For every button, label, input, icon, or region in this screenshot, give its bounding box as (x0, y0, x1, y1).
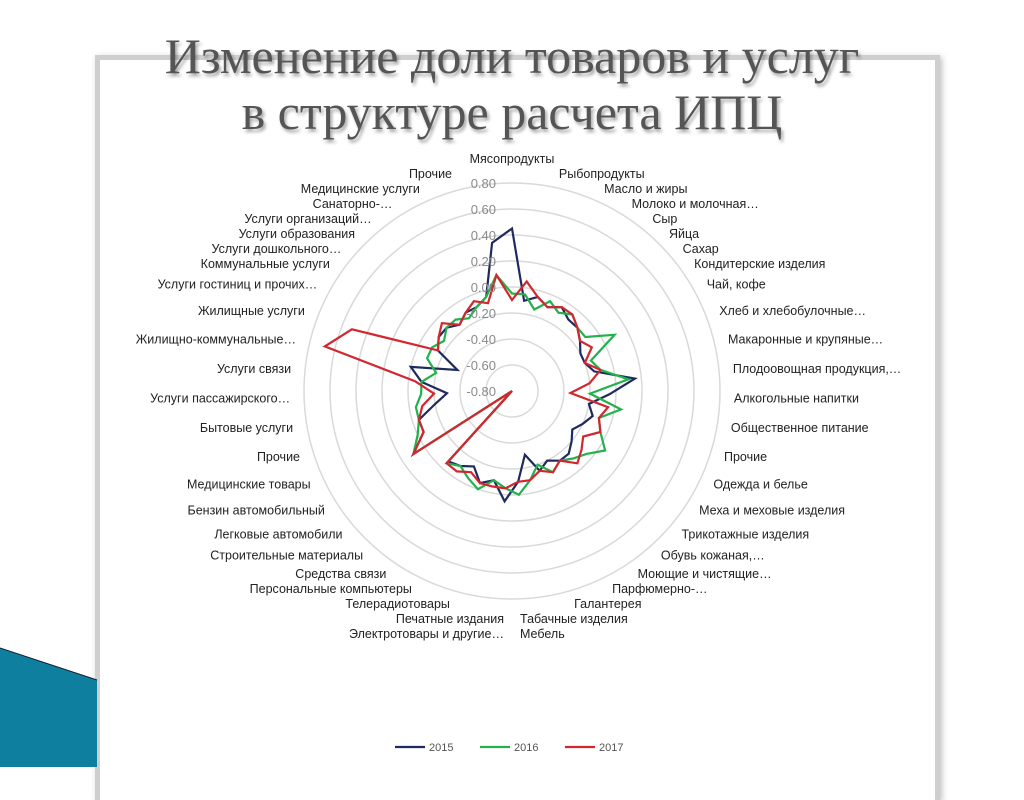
title-line-1: Изменение доли товаров и услуг (164, 28, 860, 84)
category-label: Сахар (682, 242, 719, 256)
title-line-2: в структуре расчета ИПЦ (241, 84, 783, 140)
category-label: Плодоовощная продукция,… (732, 361, 902, 376)
category-label: Услуги связи (216, 361, 292, 376)
category-label: Трикотажные изделия (681, 527, 810, 542)
category-label: Мебель (520, 627, 565, 642)
category-label: Печатные издания (395, 612, 504, 627)
category-label: Средства связи (295, 567, 387, 581)
category-label: Яйца (669, 227, 700, 241)
axis-tick-label: -0.60 (466, 358, 496, 373)
category-label: Одежда и белье (713, 477, 808, 492)
category-label: Рыбопродукты (558, 167, 645, 181)
series-line-2016 (413, 275, 628, 495)
axis-tick-label: -0.80 (466, 384, 496, 399)
series-line-2015 (411, 229, 635, 502)
axis-tick-label: 0.40 (470, 228, 496, 243)
legend-label: 2016 (514, 742, 539, 754)
category-label: Парфюмерно-… (612, 582, 708, 597)
axis-tick-label: -0.20 (466, 306, 496, 321)
category-label: Жилищно-коммунальные… (135, 332, 296, 347)
category-label: Моющие и чистящие… (637, 567, 772, 581)
category-label: Прочие (256, 449, 300, 464)
category-label: Услуги организаций… (244, 212, 372, 226)
category-label: Электротовары и другие… (349, 627, 504, 642)
category-label: Санаторно-… (312, 197, 393, 211)
category-label: Бытовые услуги (199, 420, 294, 435)
category-label: Услуги пассажирского… (150, 391, 291, 406)
category-label: Услуги образования (238, 227, 355, 241)
category-label: Макаронные и крупяные… (728, 332, 884, 347)
legend-label: 2017 (599, 742, 624, 754)
category-label: Меха и меховые изделия (699, 503, 846, 518)
category-label: Коммунальные услуги (200, 257, 330, 271)
category-label: Бензин автомобильный (187, 503, 325, 518)
category-label: Кондитерские изделия (694, 257, 826, 271)
category-label: Персональные компьютеры (249, 582, 412, 597)
axis-tick-label: 0.20 (470, 254, 496, 269)
category-label: Жилищные услуги (197, 304, 305, 319)
category-label: Медицинские товары (186, 477, 311, 492)
category-label: Прочие (408, 167, 452, 181)
category-label: Табачные изделия (520, 612, 628, 627)
legend-label: 2015 (429, 742, 454, 754)
category-label: Алкогольные напитки (733, 391, 859, 406)
category-label: Услуги дошкольного… (211, 242, 342, 256)
axis-tick-label: 0.60 (470, 202, 496, 217)
category-label: Галантерея (574, 597, 642, 612)
category-label: Легковые автомобили (214, 527, 343, 542)
category-label: Мясопродукты (469, 152, 555, 166)
category-label: Телерадиотовары (345, 597, 450, 612)
category-label: Услуги гостиниц и прочих… (157, 277, 318, 292)
axis-tick-label: -0.40 (466, 332, 496, 347)
category-label: Сыр (652, 212, 678, 226)
category-label: Медицинские услуги (300, 182, 420, 196)
category-label: Обувь кожаная,… (660, 548, 765, 563)
axis-tick-label: 0.80 (470, 176, 496, 191)
category-label: Строительные материалы (210, 548, 364, 563)
category-label: Масло и жиры (604, 182, 688, 196)
category-label: Хлеб и хлебобулочные… (719, 304, 867, 319)
category-label: Прочие (724, 449, 768, 464)
axis-tick-label: 0.00 (470, 280, 496, 295)
category-label: Молоко и молочная… (631, 197, 759, 211)
category-label: Чай, кофе (706, 277, 766, 292)
category-label: Общественное питание (730, 420, 869, 435)
